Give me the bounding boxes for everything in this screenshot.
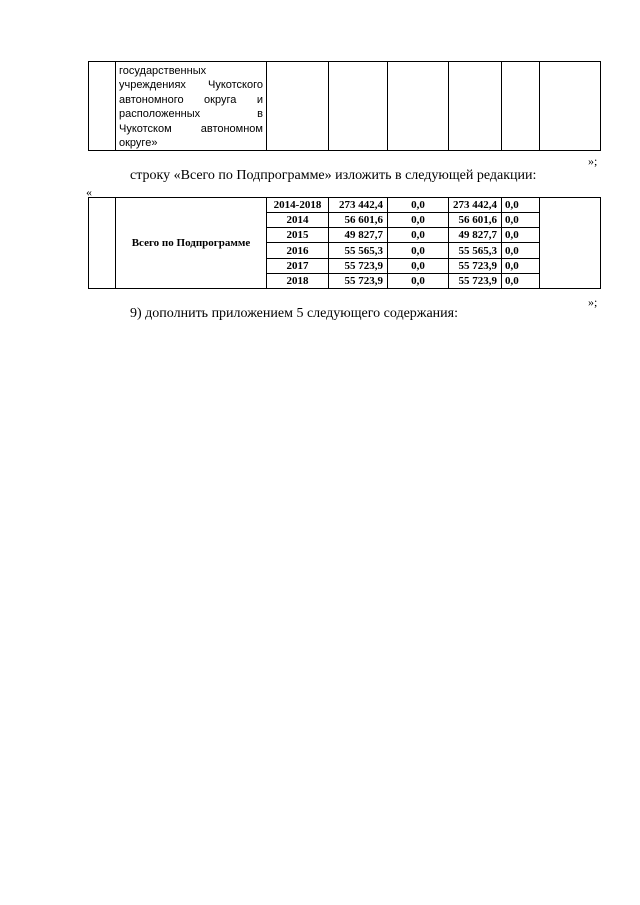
subprogram-total-label: Всего по Подпрограмме [116, 198, 267, 289]
description-line: расположенных в [119, 108, 263, 121]
value-cell: 0,0 [502, 213, 540, 228]
table-cell [89, 198, 116, 289]
value-cell: 0,0 [502, 243, 540, 258]
continuation-table [88, 61, 601, 151]
value-cell: 56 601,6 [449, 213, 502, 228]
table-row [89, 198, 601, 213]
value-cell: 0,0 [502, 198, 540, 213]
description-cell [116, 62, 267, 151]
close-quote: »; [588, 154, 598, 168]
table-cell [89, 62, 116, 151]
instruction-paragraph: 9) дополнить приложением 5 следующего содержания: [130, 306, 458, 321]
value-cell: 273 442,4 [449, 198, 502, 213]
year-cell: 2018 [267, 273, 329, 288]
subprogram-total-table [88, 197, 601, 289]
total-cell: 55 723,9 [329, 258, 388, 273]
value-cell: 0,0 [388, 198, 449, 213]
year-cell: 2017 [267, 258, 329, 273]
value-cell: 0,0 [388, 228, 449, 243]
description-line: государственных [119, 65, 207, 77]
total-cell: 55 565,3 [329, 243, 388, 258]
table-row [89, 62, 601, 151]
close-quote: »; [588, 295, 598, 309]
table-cell [540, 62, 601, 151]
description-line: учреждениях Чукотского [119, 79, 263, 92]
year-cell: 2014-2018 [267, 198, 329, 213]
description-line: округе» [119, 137, 158, 150]
description-line: автономного округа и [119, 93, 263, 106]
total-cell: 273 442,4 [329, 198, 388, 213]
total-cell: 56 601,6 [329, 213, 388, 228]
value-cell: 0,0 [502, 258, 540, 273]
value-cell: 0,0 [388, 258, 449, 273]
value-cell: 55 723,9 [449, 258, 502, 273]
table-cell [329, 62, 388, 151]
year-cell: 2014 [267, 213, 329, 228]
year-cell: 2016 [267, 243, 329, 258]
value-cell: 0,0 [388, 273, 449, 288]
description-line: Чукотском автономном [119, 122, 263, 135]
total-cell: 49 827,7 [329, 228, 388, 243]
table-cell [388, 62, 449, 151]
value-cell: 49 827,7 [449, 228, 502, 243]
table-cell [540, 198, 601, 289]
value-cell: 0,0 [502, 273, 540, 288]
table-cell [449, 62, 502, 151]
value-cell: 55 723,9 [449, 273, 502, 288]
value-cell: 0,0 [388, 243, 449, 258]
table-cell [502, 62, 540, 151]
total-cell: 55 723,9 [329, 273, 388, 288]
table-cell [267, 62, 329, 151]
value-cell: 0,0 [388, 213, 449, 228]
open-quote: « [86, 185, 92, 199]
instruction-paragraph: строку «Всего по Подпрограмме» изложить в следующей редакции: [130, 168, 537, 183]
value-cell: 0,0 [502, 228, 540, 243]
value-cell: 55 565,3 [449, 243, 502, 258]
year-cell: 2015 [267, 228, 329, 243]
